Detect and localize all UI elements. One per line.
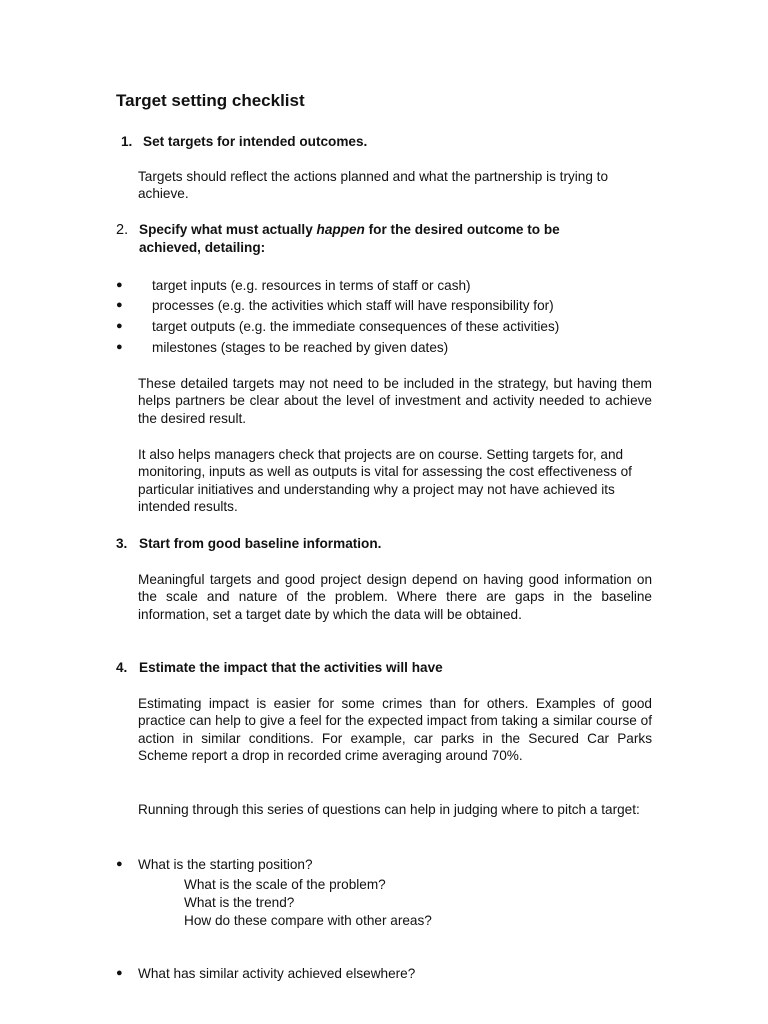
section-2-paragraph-1: These detailed targets may not need to be included in the strategy, but having them helps partners be clear about the level of investment and activity needed to achieve the desired result. bbox=[138, 376, 652, 426]
bullet-icon: ● bbox=[116, 320, 123, 332]
list-item-text: target inputs (e.g. resources in terms of staff or cash) bbox=[152, 278, 471, 293]
list-item-text: milestones (stages to be reached by given dates) bbox=[152, 340, 449, 355]
page-title: Target setting checklist bbox=[116, 91, 305, 110]
section-4-number: 4. bbox=[116, 660, 128, 675]
list-item-text: target outputs (e.g. the immediate consequences of these activities) bbox=[152, 319, 560, 334]
section-4-paragraph-1: Estimating impact is easier for some crimes than for others. Examples of good practice can help to give a feel for the expected impact from taking a similar course of action in similar conditions. For example, car parks in the Secured Car Parks Scheme report a drop in recorded crime averaging around 70%. bbox=[138, 696, 652, 764]
section-3-paragraph: Meaningful targets and good project design depend on having good information on the scale and nature of the problem. Where there are gaps in the baseline information, set a target date by which the data will be obtained. bbox=[138, 572, 652, 622]
list-item-text: What is the starting position? bbox=[138, 857, 313, 872]
section-2-paragraph-2: It also helps managers check that projects are on course. Setting targets for, and monitoring, inputs as well as outputs is vital for assessing the cost effectiveness of particular initiatives and understanding why a project may not have achieved its intended results. bbox=[138, 447, 632, 515]
section-2-title-line-2: achieved, detailing: bbox=[139, 240, 266, 255]
sub-question: What is the scale of the problem? bbox=[184, 877, 386, 892]
section-3-title: Start from good baseline information. bbox=[139, 536, 382, 551]
section-1-title: Set targets for intended outcomes. bbox=[143, 134, 368, 149]
section-2-number: 2. bbox=[116, 222, 129, 238]
section-2-title-part: Specify what must actually bbox=[139, 222, 317, 237]
sub-question: How do these compare with other areas? bbox=[184, 913, 432, 928]
section-2-title-line-1 bbox=[139, 221, 560, 239]
section-1-paragraph: Targets should reflect the actions planned and what the partnership is trying to achieve. bbox=[138, 169, 609, 202]
sub-question: What is the trend? bbox=[184, 895, 295, 910]
section-4-paragraph-2: Running through this series of questions can help in judging where to pitch a target: bbox=[138, 802, 640, 817]
bullet-icon: ● bbox=[116, 967, 123, 979]
bullet-icon: ● bbox=[116, 279, 123, 291]
bullet-icon: ● bbox=[116, 341, 123, 353]
bullet-icon: ● bbox=[116, 299, 123, 311]
section-3-number: 3. bbox=[116, 536, 128, 551]
list-item-text: What has similar activity achieved elsewhere? bbox=[138, 966, 416, 981]
section-4-title: Estimate the impact that the activities will have bbox=[139, 660, 443, 675]
bullet-icon: ● bbox=[116, 858, 123, 870]
list-item-text: processes (e.g. the activities which staff will have responsibility for) bbox=[152, 298, 554, 313]
section-2-title-emphasis: happen bbox=[316, 222, 365, 237]
section-1-number: 1. bbox=[121, 134, 133, 149]
section-2-title-part: for the desired outcome to be bbox=[364, 222, 560, 237]
